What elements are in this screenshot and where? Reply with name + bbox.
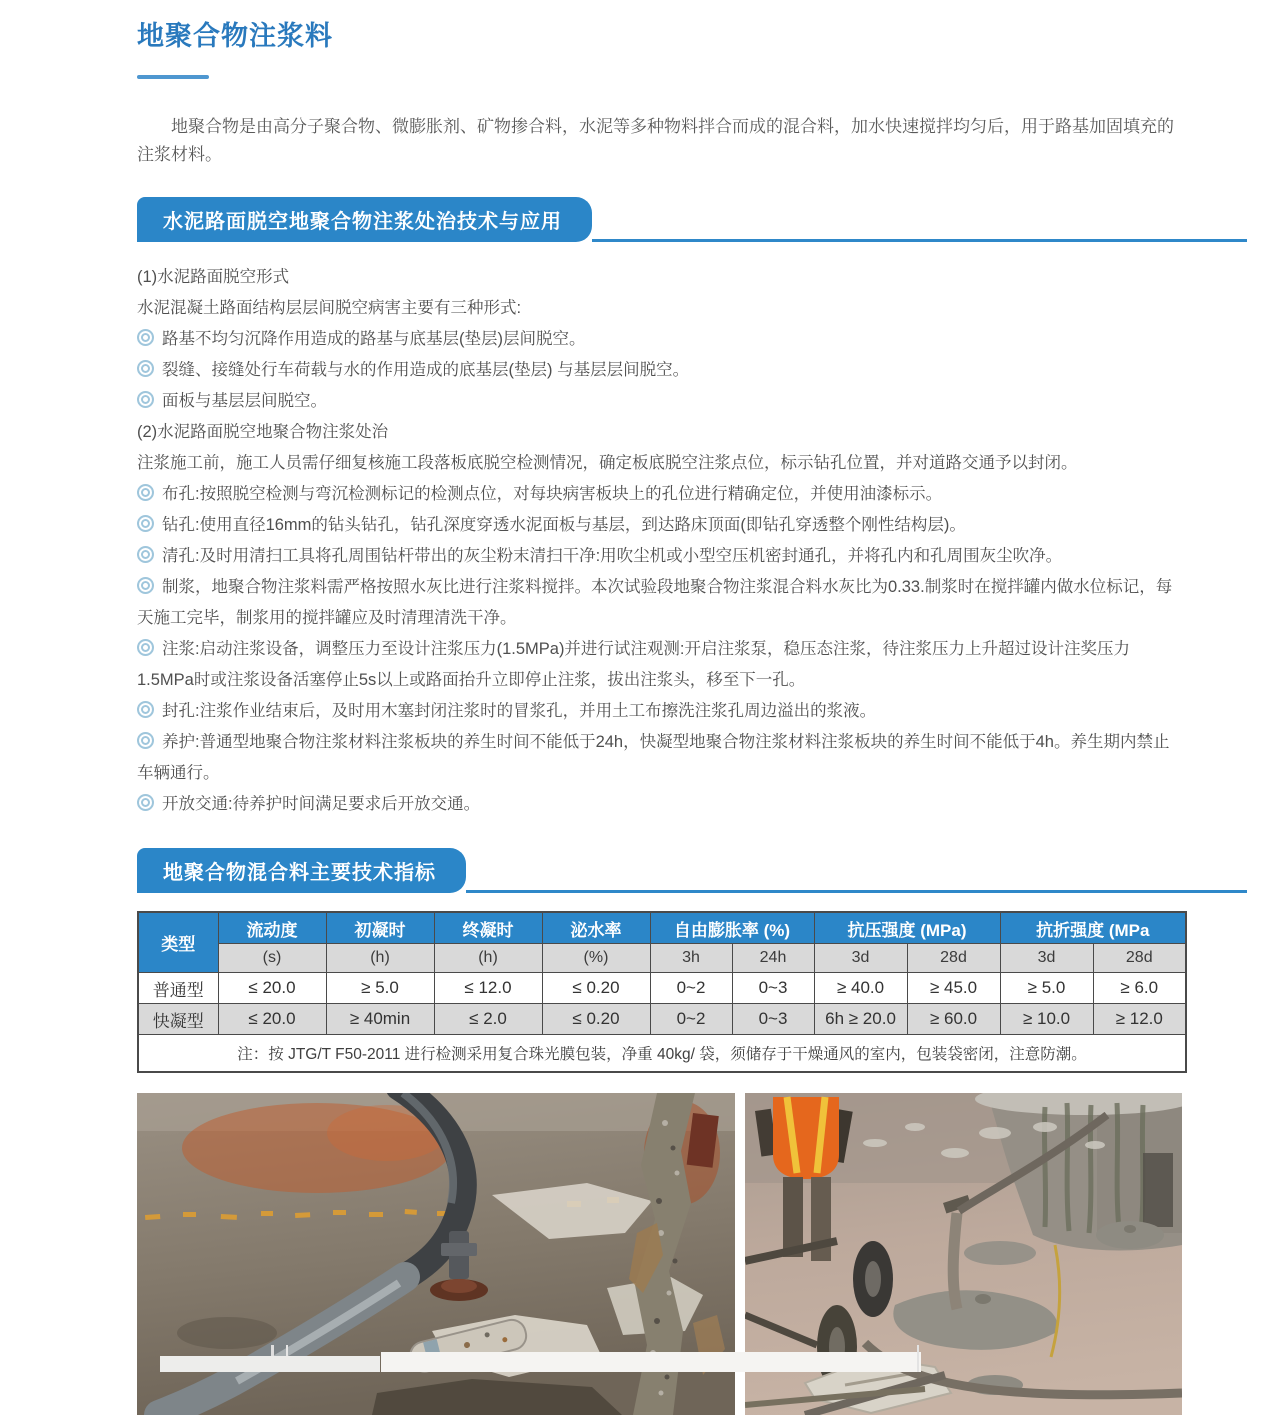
title-underline [137,75,209,79]
bullet-ring-icon [137,546,154,563]
paragraph-text: 水泥混凝土路面结构层层间脱空病害主要有三种形式: [137,299,522,317]
table-cell: ≥ 40min [326,1004,434,1035]
bullet-text: 开放交通:待养护时间满足要求后开放交通。 [162,795,481,813]
bullet-item [137,572,1185,634]
bullet-item [137,355,1185,386]
table-cell: ≥ 6.0 [1093,973,1186,1004]
unit-cell: (s) [218,944,326,973]
unit-cell: 28d [907,944,1000,973]
bullet-item [137,541,1185,572]
bullet-item [137,789,1185,820]
page-bleed-artifact [381,1352,921,1372]
section1-body [137,262,1185,820]
unit-cell: (h) [434,944,542,973]
bullet-text: 注浆:启动注浆设备，调整压力至设计注浆压力(1.5MPa)并进行试注观测:开启注浆泵，稳压态注浆，待注浆压力上升超过设计注奖压力1.5MPa时或注浆设备活塞停止5s以上或路面抬升立即停止注浆，拔出注浆头，移至下一孔。 [137,640,1131,689]
bullet-text: 封孔:注浆作业结束后，及时用木塞封闭注浆时的冒浆孔，并用土工布擦洗注浆孔周边溢出的浆液。 [162,702,877,720]
table-cell: ≥ 10.0 [1000,1004,1093,1035]
unit-cell: 28d [1093,944,1186,973]
page-bleed-artifact [160,1356,380,1372]
table-header-row [138,912,1186,944]
intro-paragraph: 地聚合物是由高分子聚合物、微膨胀剂、矿物掺合料，水泥等多种物料拌合而成的混合料，加水快速搅拌均匀后，用于路基加固填充的注浆材料。 [137,117,1174,164]
col-header-initial-set: 初凝时 [326,912,434,944]
table-cell: ≤ 20.0 [218,1004,326,1035]
bullet-item [137,696,1185,727]
table-cell: ≥ 5.0 [1000,973,1093,1004]
unit-cell: 3h [650,944,732,973]
bullet-text: 养护:普通型地聚合物注浆材料注浆板块的养生时间不能低于24h，快凝型地聚合物注浆材料注浆板块的养生时间不能低于4h。养生期内禁止车辆通行。 [137,733,1170,782]
bullet-item [137,727,1185,789]
bullet-item [137,479,1185,510]
section2-title: 地聚合物混合料主要技术指标 [137,848,466,893]
bullet-ring-icon [137,484,154,501]
col-header-flexural: 抗折强度 (MPa [1000,912,1186,944]
table-cell: ≤ 2.0 [434,1004,542,1035]
table-cell: ≥ 60.0 [907,1004,1000,1035]
table-row-ordinary [138,973,1186,1004]
spec-table [137,911,1187,1073]
bullet-item [137,324,1185,355]
table-cell: ≥ 12.0 [1093,1004,1186,1035]
page-bleed-artifact [917,1345,919,1372]
table-cell: ≥ 40.0 [814,973,907,1004]
bullet-item [137,510,1185,541]
section2-header-rule [466,890,1247,893]
table-cell: 6h ≥ 20.0 [814,1004,907,1035]
unit-cell: (h) [326,944,434,973]
unit-cell: 24h [732,944,814,973]
section2-header [137,848,1247,893]
table-cell: ≥ 5.0 [326,973,434,1004]
bullet-text: 面板与基层层间脱空。 [162,392,327,410]
paragraph [137,293,1185,324]
bullet-ring-icon [137,639,154,656]
paragraph [137,262,1185,293]
col-header-type: 类型 [138,912,218,973]
unit-cell: 3d [814,944,907,973]
bullet-text: 制浆，地聚合物注浆料需严格按照水灰比进行注浆料搅拌。本次试验段地聚合物注浆混合料水灰比为0.33.制浆时在搅拌罐内做水位标记，每天施工完毕，制浆用的搅拌罐应及时清理清洗干净。 [137,578,1173,627]
table-cell: ≤ 0.20 [542,973,650,1004]
col-header-compressive: 抗压强度 (MPa) [814,912,1000,944]
bullet-ring-icon [137,701,154,718]
table-cell: 0~2 [650,973,732,1004]
bullet-ring-icon [137,329,154,346]
page-title: 地聚合物注浆料 [137,21,333,51]
col-header-final-set: 终凝时 [434,912,542,944]
row-label: 普通型 [138,973,218,1004]
bullet-ring-icon [137,577,154,594]
col-header-expansion: 自由膨胀率 (%) [650,912,814,944]
bullet-item [137,386,1185,417]
unit-cell: 3d [1000,944,1093,973]
bullet-ring-icon [137,360,154,377]
section1-header-rule [592,239,1247,242]
table-cell: ≤ 20.0 [218,973,326,1004]
col-header-fluidity: 流动度 [218,912,326,944]
table-row-rapid [138,1004,1186,1035]
table-cell: ≤ 12.0 [434,973,542,1004]
bullet-text: 布孔:按照脱空检测与弯沉检测标记的检测点位，对每块病害板块上的孔位进行精确定位，并使用油漆标示。 [162,485,943,503]
bullet-item [137,634,1185,696]
table-cell: ≥ 45.0 [907,973,1000,1004]
paragraph-text: (1)水泥路面脱空形式 [137,268,290,286]
bullet-ring-icon [137,732,154,749]
table-units-row [138,944,1186,973]
table-cell: ≤ 0.20 [542,1004,650,1035]
bullet-text: 路基不均匀沉降作用造成的路基与底基层(垫层)层间脱空。 [162,330,586,348]
table-note-row [138,1035,1186,1073]
table-note: 注：按 JTG/T F50-2011 进行检测采用复合珠光膜包装，净重 40kg/ 袋，须储存于干燥通风的室内，包装袋密闭，注意防潮。 [138,1035,1186,1073]
table-cell: 0~3 [732,1004,814,1035]
section1-header [137,197,1247,242]
bullet-ring-icon [137,515,154,532]
bullet-text: 钻孔:使用直径16mm的钻头钻孔，钻孔深度穿透水泥面板与基层，到达路床顶面(即钻孔穿透整个刚性结构层)。 [162,516,966,534]
section1-title: 水泥路面脱空地聚合物注浆处治技术与应用 [137,197,592,242]
unit-cell: (%) [542,944,650,973]
table-cell: 0~2 [650,1004,732,1035]
bullet-text: 裂缝、接缝处行车荷载与水的作用造成的底基层(垫层) 与基层层间脱空。 [162,361,690,379]
table-cell: 0~3 [732,973,814,1004]
bullet-ring-icon [137,391,154,408]
paragraph [137,448,1185,479]
paragraph-text: (2)水泥路面脱空地聚合物注浆处治 [137,423,389,441]
bullet-ring-icon [137,794,154,811]
paragraph-text: 注浆施工前，施工人员需仔细复核施工段落板底脱空检测情况，确定板底脱空注浆点位，标示钻孔位置，并对道路交通予以封闭。 [137,454,1078,472]
row-label: 快凝型 [138,1004,218,1035]
paragraph [137,417,1185,448]
col-header-bleeding: 泌水率 [542,912,650,944]
bullet-text: 清孔:及时用清扫工具将孔周围钻杆带出的灰尘粉末清扫干净:用吹尘机或小型空压机密封通孔，并将孔内和孔周围灰尘吹净。 [162,547,1063,565]
